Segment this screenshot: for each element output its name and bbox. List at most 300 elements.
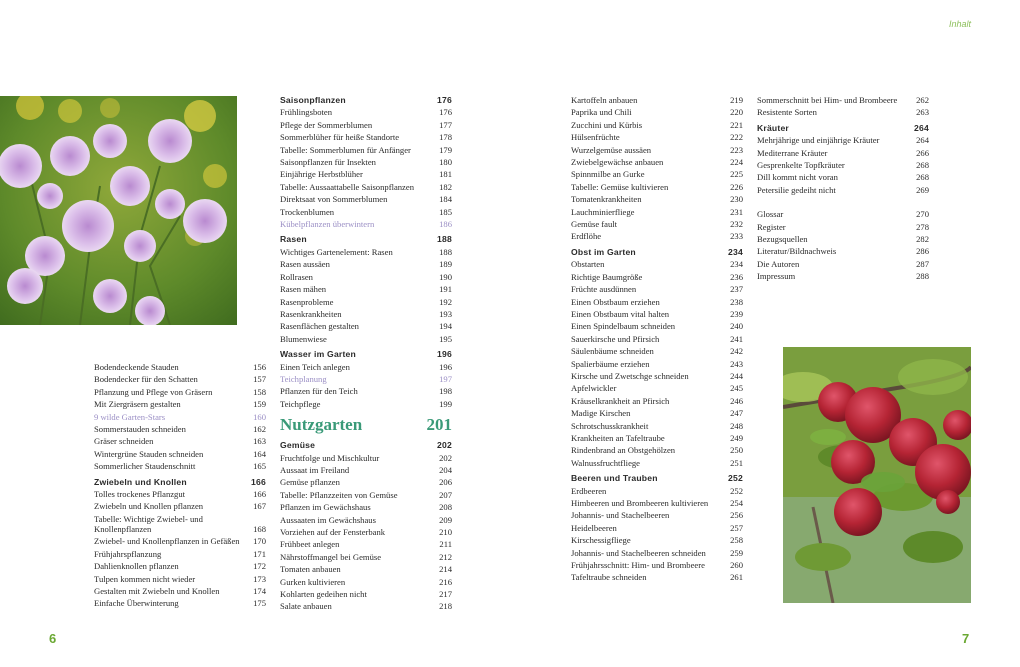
toc-entry[interactable]: [571, 308, 743, 320]
toc-entry-title: Tomatenkrankheiten: [571, 194, 642, 205]
toc-entry-title: Rasenflächen gestalten: [280, 321, 359, 332]
toc-entry-title: Einen Teich anlegen: [280, 361, 350, 372]
toc-entry[interactable]: [94, 488, 266, 500]
toc-entry-title: Wasser im Garten: [280, 349, 356, 360]
toc-column-3: [571, 94, 743, 584]
toc-entry-title: Paprika und Chili: [571, 107, 632, 118]
toc-entry[interactable]: [571, 168, 743, 180]
toc-entry-title: Pflege der Sommerblumen: [280, 119, 373, 130]
toc-entry-title: Zwiebeln und Knollen: [94, 476, 187, 487]
toc-entry[interactable]: [571, 407, 743, 419]
toc-entry-title: Direktsaat von Sommerblumen: [280, 194, 388, 205]
toc-section-heading[interactable]: [757, 122, 929, 134]
toc-entry[interactable]: [571, 358, 743, 370]
toc-entry[interactable]: [571, 457, 743, 469]
toc-entry[interactable]: [280, 452, 452, 464]
toc-entry-page: 214: [439, 564, 452, 575]
toc-entry-page: 270: [916, 209, 929, 220]
toc-entry-page: 288: [916, 271, 929, 282]
toc-entry[interactable]: [571, 271, 743, 283]
toc-entry[interactable]: [94, 560, 266, 572]
toc-entry[interactable]: [571, 283, 743, 295]
toc-entry-title: Rollrasen: [280, 271, 313, 282]
toc-entry-title: Rasenprobleme: [280, 296, 334, 307]
toc-entry[interactable]: [280, 168, 452, 180]
toc-entry-page: 174: [253, 585, 266, 596]
toc-entry[interactable]: [280, 588, 452, 600]
toc-entry[interactable]: [280, 206, 452, 218]
toc-entry-page: 188: [437, 234, 452, 245]
toc-entry-page: 195: [439, 333, 452, 344]
toc-entry-page: 178: [439, 132, 452, 143]
toc-entry-page: 246: [730, 395, 743, 406]
toc-entry-page: 242: [730, 346, 743, 357]
toc-entry-title: Bezugsquellen: [757, 234, 808, 245]
toc-entry-page: 189: [439, 259, 452, 270]
toc-entry[interactable]: [571, 144, 743, 156]
toc-entry-title: Impressum: [757, 271, 796, 282]
toc-entry[interactable]: [94, 585, 266, 597]
toc-entry-title: Tulpen kommen nicht wieder: [94, 573, 196, 584]
toc-entry-page: 244: [730, 370, 743, 381]
toc-entry-title: Salate anbauen: [280, 601, 332, 612]
toc-section-heading[interactable]: [280, 348, 452, 360]
toc-entry[interactable]: [280, 246, 452, 258]
toc-entry[interactable]: [757, 106, 929, 118]
toc-entry-title: Einfache Überwinterung: [94, 598, 179, 609]
toc-entry[interactable]: [571, 370, 743, 382]
toc-entry[interactable]: [94, 361, 266, 373]
toc-entry-title: Gesprenkelte Topfkräuter: [757, 160, 845, 171]
toc-entry-page: 269: [916, 184, 929, 195]
toc-entry-highlighted[interactable]: [280, 218, 452, 230]
toc-entry[interactable]: [571, 333, 743, 345]
toc-entry[interactable]: [94, 435, 266, 447]
toc-entry-page: 191: [439, 284, 452, 295]
toc-entry-title: Einjährige Herbstblüher: [280, 169, 363, 180]
toc-entry[interactable]: [571, 420, 743, 432]
toc-section-heading[interactable]: [94, 476, 266, 488]
toc-entry-highlighted[interactable]: [280, 373, 452, 385]
toc-entry-page: 208: [439, 502, 452, 513]
toc-entry-page: 177: [439, 119, 452, 130]
toc-entry-page: 182: [439, 181, 452, 192]
toc-entry[interactable]: [571, 106, 743, 118]
toc-entry-page: 236: [730, 271, 743, 282]
toc-entry-title: Mehrjährige und einjährige Kräuter: [757, 135, 880, 146]
toc-entry[interactable]: [94, 500, 266, 512]
apples-image: [783, 347, 971, 603]
toc-entry[interactable]: [280, 181, 452, 193]
toc-entry[interactable]: [571, 345, 743, 357]
toc-entry-title: Mediterrane Kräuter: [757, 147, 828, 158]
toc-entry[interactable]: [280, 489, 452, 501]
toc-entry[interactable]: [280, 193, 452, 205]
toc-section-heading[interactable]: [280, 439, 452, 451]
toc-entry[interactable]: [280, 361, 452, 373]
toc-entry-title: Rasenkrankheiten: [280, 308, 342, 319]
toc-entry[interactable]: [280, 144, 452, 156]
toc-entry-title: Früchte ausdünnen: [571, 284, 637, 295]
toc-entry-title: Teichpflege: [280, 398, 321, 409]
toc-entry-title: Gräser schneiden: [94, 436, 154, 447]
toc-entry-page: 221: [730, 119, 743, 130]
toc-entry[interactable]: [757, 233, 929, 245]
toc-entry-title: Apfelwickler: [571, 383, 617, 394]
toc-entry-title: Register: [757, 221, 786, 232]
toc-entry-title: Kirschessigfliege: [571, 535, 631, 546]
toc-entry-page: 196: [437, 349, 452, 360]
toc-entry-page: 282: [916, 234, 929, 245]
toc-entry[interactable]: [94, 398, 266, 410]
toc-entry-title: Krankheiten an Tafeltraube: [571, 432, 665, 443]
toc-entry-page: 219: [730, 95, 743, 105]
toc-entry-page: 171: [253, 548, 266, 559]
toc-entry-title: Tabelle: Aussaattabelle Saisonpflanzen: [280, 181, 414, 192]
toc-entry[interactable]: [571, 230, 743, 242]
toc-entry-page: 263: [916, 107, 929, 118]
toc-entry[interactable]: [571, 497, 743, 509]
toc-column-1: [94, 361, 266, 610]
toc-entry[interactable]: [571, 444, 743, 456]
toc-entry[interactable]: [280, 526, 452, 538]
toc-entry-page: 164: [253, 448, 266, 459]
toc-section-heading[interactable]: [280, 94, 452, 106]
toc-entry-page: 185: [439, 206, 452, 217]
toc-entry-page: 199: [439, 398, 452, 409]
toc-entry[interactable]: [94, 513, 266, 535]
toc-entry[interactable]: [571, 94, 743, 106]
toc-entry[interactable]: [757, 147, 929, 159]
toc-entry-title: Pflanzung und Pflege von Gräsern: [94, 386, 213, 397]
toc-entry-page: 243: [730, 358, 743, 369]
toc-entry-title: Sauerkirsche und Pfirsich: [571, 333, 660, 344]
toc-entry-page: 252: [730, 485, 743, 496]
toc-entry[interactable]: [571, 320, 743, 332]
toc-entry-highlighted[interactable]: [94, 411, 266, 423]
toc-entry[interactable]: [280, 563, 452, 575]
toc-entry-title: Tabelle: Sommerblumen für Anfänger: [280, 144, 411, 155]
toc-entry[interactable]: [280, 576, 452, 588]
toc-entry[interactable]: [757, 270, 929, 282]
toc-entry[interactable]: [280, 600, 452, 612]
toc-entry[interactable]: [757, 258, 929, 270]
toc-entry[interactable]: [94, 573, 266, 585]
toc-entry-page: 190: [439, 271, 452, 282]
toc-entry[interactable]: [571, 432, 743, 444]
page-number-left: 6: [49, 631, 57, 646]
toc-entry-title: Nutzgarten: [280, 415, 363, 435]
toc-entry-title: Beeren und Trauben: [571, 473, 658, 484]
toc-entry[interactable]: [280, 476, 452, 488]
toc-entry-page: 166: [251, 476, 266, 487]
toc-entry-title: Einen Spindelbaum schneiden: [571, 321, 676, 332]
toc-entry-title: Sommerlicher Staudenschnitt: [94, 461, 196, 472]
toc-entry[interactable]: [571, 206, 743, 218]
toc-entry[interactable]: [571, 395, 743, 407]
toc-entry-title: Pflanzen für den Teich: [280, 386, 358, 397]
toc-entry-title: Rasen mähen: [280, 284, 327, 295]
toc-entry-title: Aussaat im Freiland: [280, 464, 350, 475]
toc-entry-page: 245: [730, 383, 743, 394]
toc-entry[interactable]: [571, 156, 743, 168]
toc-entry[interactable]: [757, 94, 929, 106]
toc-entry[interactable]: [280, 119, 452, 131]
toc-entry-page: 184: [439, 194, 452, 205]
toc-entry-title: Obst im Garten: [571, 246, 636, 257]
toc-entry-page: 268: [916, 172, 929, 183]
toc-entry-page: 286: [916, 246, 929, 257]
toc-entry-page: 157: [253, 374, 266, 385]
flowers-photo: [0, 96, 237, 325]
toc-entry[interactable]: [94, 460, 266, 472]
toc-entry[interactable]: [94, 386, 266, 398]
toc-entry-page: 212: [439, 551, 452, 562]
toc-entry-page: 156: [253, 362, 266, 372]
toc-entry-page: 201: [426, 415, 452, 435]
toc-entry[interactable]: [280, 296, 452, 308]
toc-entry[interactable]: [280, 501, 452, 513]
toc-entry-page: 232: [730, 219, 743, 230]
toc-entry-page: 218: [439, 601, 452, 612]
toc-entry-page: 165: [253, 461, 266, 472]
toc-entry[interactable]: [571, 522, 743, 534]
toc-entry-title: Sommerblüher für heiße Standorte: [280, 132, 400, 143]
toc-entry-title: Mit Ziergräsern gestalten: [94, 399, 181, 410]
toc-entry[interactable]: [280, 333, 452, 345]
toc-entry-page: 193: [439, 308, 452, 319]
toc-entry[interactable]: [571, 485, 743, 497]
toc-entry-page: 264: [916, 135, 929, 146]
toc-entry[interactable]: [571, 509, 743, 521]
toc-entry[interactable]: [94, 373, 266, 385]
toc-entry-page: 196: [439, 361, 452, 372]
toc-entry-page: 204: [439, 464, 452, 475]
toc-entry-page: 188: [439, 246, 452, 257]
toc-entry-page: 248: [730, 420, 743, 431]
toc-entry[interactable]: [94, 448, 266, 460]
toc-entry[interactable]: [280, 320, 452, 332]
toc-entry-title: Heidelbeeren: [571, 522, 617, 533]
toc-entry-page: 234: [730, 259, 743, 270]
toc-entry-title: Madige Kirschen: [571, 408, 631, 419]
toc-entry-page: 239: [730, 308, 743, 319]
toc-entry[interactable]: [280, 551, 452, 563]
toc-entry-page: 237: [730, 284, 743, 295]
toc-entry-title: Petersilie gedeiht nicht: [757, 184, 836, 195]
toc-entry-page: 194: [439, 321, 452, 332]
toc-entry-title: Tabelle: Wichtige Zwiebel- und Knollenpflanzen: [94, 513, 203, 535]
toc-entry-page: 251: [730, 457, 743, 468]
toc-entry-page: 176: [437, 95, 452, 105]
toc-entry-page: 207: [439, 489, 452, 500]
toc-entry-title: Zwiebel- und Knollenpflanzen in Gefäßen: [94, 536, 240, 547]
toc-entry[interactable]: [94, 423, 266, 435]
toc-entry[interactable]: [757, 171, 929, 183]
toc-entry-title: Obstarten: [571, 259, 605, 270]
toc-entry-title: Saisonpflanzen für Insekten: [280, 157, 376, 168]
toc-entry-title: Kirsche und Zwetschge schneiden: [571, 370, 689, 381]
toc-entry-page: 247: [730, 408, 743, 419]
toc-entry-title: Tafeltraube schneiden: [571, 572, 647, 583]
toc-entry-page: 259: [730, 547, 743, 558]
toc-entry[interactable]: [571, 131, 743, 143]
toc-entry-title: Pflanzen im Gewächshaus: [280, 502, 371, 513]
toc-entry-title: Gestalten mit Zwiebeln und Knollen: [94, 585, 220, 596]
toc-section-heading[interactable]: [280, 233, 452, 245]
apples-photo: [783, 347, 971, 603]
toc-column-2: [280, 94, 452, 613]
page-number-right: 7: [962, 631, 970, 646]
toc-entry[interactable]: [571, 534, 743, 546]
toc-entry-title: Himbeeren und Brombeeren kultivieren: [571, 498, 709, 508]
toc-entry-page: 257: [730, 522, 743, 533]
toc-entry-title: Gemüse: [280, 440, 316, 451]
toc-entry-page: 222: [730, 132, 743, 143]
section-header-label: Inhalt: [949, 19, 972, 29]
toc-entry-title: Trockenblumen: [280, 206, 335, 217]
toc-entry-title: Johannis- und Stachelbeeren schneiden: [571, 547, 706, 558]
toc-entry-page: 260: [730, 560, 743, 571]
toc-entry-page: 268: [916, 160, 929, 171]
toc-entry-title: Dill kommt nicht voran: [757, 172, 838, 183]
toc-entry-page: 240: [730, 321, 743, 332]
toc-entry[interactable]: [280, 308, 452, 320]
toc-entry[interactable]: [280, 283, 452, 295]
toc-entry-title: Gurken kultivieren: [280, 576, 346, 587]
toc-entry-page: 162: [253, 424, 266, 435]
toc-entry-page: 163: [253, 436, 266, 447]
toc-entry[interactable]: [571, 547, 743, 559]
toc-entry-title: Frühjahrspflanzung: [94, 548, 162, 559]
toc-entry[interactable]: [280, 156, 452, 168]
toc-entry-page: 210: [439, 527, 452, 537]
toc-entry[interactable]: [571, 218, 743, 230]
toc-entry-title: Wurzelgemüse aussäen: [571, 144, 652, 155]
toc-entry-title: Richtige Baumgröße: [571, 271, 643, 282]
toc-entry-title: Frühbeet anlegen: [280, 539, 340, 550]
toc-entry[interactable]: [571, 571, 743, 583]
toc-entry[interactable]: [571, 382, 743, 394]
toc-entry-page: 230: [730, 194, 743, 205]
toc-entry-title: Kohlarten gedeihen nicht: [280, 589, 367, 600]
toc-entry[interactable]: [757, 245, 929, 257]
toc-entry[interactable]: [94, 548, 266, 560]
toc-entry[interactable]: [280, 514, 452, 526]
toc-entry[interactable]: [757, 221, 929, 233]
toc-entry[interactable]: [280, 258, 452, 270]
toc-entry-page: 258: [730, 535, 743, 546]
toc-entry-title: Frühlingsboten: [280, 107, 333, 118]
toc-entry-title: Lauchminierfliege: [571, 206, 635, 217]
toc-entry-page: 266: [916, 147, 929, 158]
toc-entry-page: 181: [439, 169, 452, 180]
toc-entry-page: 231: [730, 206, 743, 217]
toc-entry[interactable]: [757, 134, 929, 146]
toc-entry-page: 238: [730, 296, 743, 307]
toc-entry[interactable]: [280, 131, 452, 143]
toc-entry-page: 262: [916, 95, 929, 105]
toc-entry[interactable]: [280, 464, 452, 476]
toc-column-4: [757, 94, 929, 283]
toc-entry-page: 217: [439, 589, 452, 600]
toc-entry-title: Nährstoffmangel bei Gemüse: [280, 551, 382, 562]
toc-entry-page: 264: [914, 122, 929, 133]
toc-entry-title: Gemüse pflanzen: [280, 477, 340, 488]
toc-entry[interactable]: [757, 159, 929, 171]
toc-entry-title: Resistente Sorten: [757, 107, 817, 118]
toc-entry-page: 211: [439, 539, 452, 550]
toc-entry-title: Rasen: [280, 234, 307, 245]
toc-entry-title: Tomaten anbauen: [280, 564, 341, 575]
toc-entry-page: 166: [253, 489, 266, 500]
toc-entry-title: Schrotschusskrankheit: [571, 420, 649, 431]
toc-entry[interactable]: [571, 181, 743, 193]
toc-entry-page: 206: [439, 477, 452, 488]
toc-entry-page: 224: [730, 157, 743, 168]
toc-entry-title: Tabelle: Gemüse kultivieren: [571, 181, 669, 192]
toc-entry-title: Bodendecker für den Schatten: [94, 374, 198, 385]
toc-entry[interactable]: [280, 385, 452, 397]
toc-entry-page: 192: [439, 296, 452, 307]
toc-entry-page: 241: [730, 333, 743, 344]
toc-entry-page: 287: [916, 258, 929, 269]
toc-entry[interactable]: [571, 559, 743, 571]
toc-entry-page: 160: [253, 411, 266, 422]
toc-entry-page: 250: [730, 445, 743, 456]
toc-entry-page: 234: [728, 246, 743, 257]
toc-entry-title: Zwiebelgewächse anbauen: [571, 157, 664, 168]
toc-entry-page: 252: [728, 473, 743, 484]
toc-entry-title: Dahlienknollen pflanzen: [94, 561, 179, 572]
toc-entry-title: Frühjahrsschnitt: Him- und Brombeere: [571, 560, 705, 571]
toc-entry[interactable]: [94, 535, 266, 547]
toc-entry-page: 173: [253, 573, 266, 584]
toc-entry[interactable]: [280, 398, 452, 410]
toc-entry-title: Wichtiges Gartenelement: Rasen: [280, 246, 393, 257]
toc-entry-title: Säulenbäume schneiden: [571, 346, 654, 357]
toc-chapter-title[interactable]: [280, 414, 452, 436]
toc-entry[interactable]: [280, 538, 452, 550]
toc-entry-page: 168: [253, 523, 266, 534]
toc-entry-title: Einen Obstbaum vital halten: [571, 308, 670, 319]
toc-section-heading[interactable]: [571, 472, 743, 484]
toc-entry[interactable]: [571, 119, 743, 131]
toc-entry-title: Spalierbäume erziehen: [571, 358, 650, 369]
toc-entry-title: Vorziehen auf der Fensterbank: [280, 527, 386, 537]
toc-entry-page: 220: [730, 107, 743, 118]
toc-entry-title: Erdflöhe: [571, 231, 602, 242]
toc-entry[interactable]: [94, 597, 266, 609]
toc-entry-title: Gemüse fault: [571, 219, 618, 230]
toc-entry[interactable]: [280, 106, 452, 118]
toc-entry-page: 261: [730, 572, 743, 583]
toc-entry[interactable]: [571, 296, 743, 308]
toc-entry[interactable]: [757, 208, 929, 220]
toc-entry[interactable]: [571, 258, 743, 270]
toc-entry[interactable]: [571, 193, 743, 205]
toc-entry-page: 198: [439, 386, 452, 397]
toc-entry-title: Aussaaten im Gewächshaus: [280, 514, 376, 525]
toc-entry-page: 225: [730, 169, 743, 180]
toc-entry-page: 249: [730, 432, 743, 443]
toc-section-heading[interactable]: [571, 246, 743, 258]
toc-entry[interactable]: [757, 184, 929, 196]
toc-entry[interactable]: [280, 271, 452, 283]
toc-entry-title: Fruchtfolge und Mischkultur: [280, 452, 380, 463]
toc-entry-title: Tolles trockenes Pflanzgut: [94, 489, 186, 500]
toc-entry-title: Bodendeckende Stauden: [94, 362, 179, 372]
